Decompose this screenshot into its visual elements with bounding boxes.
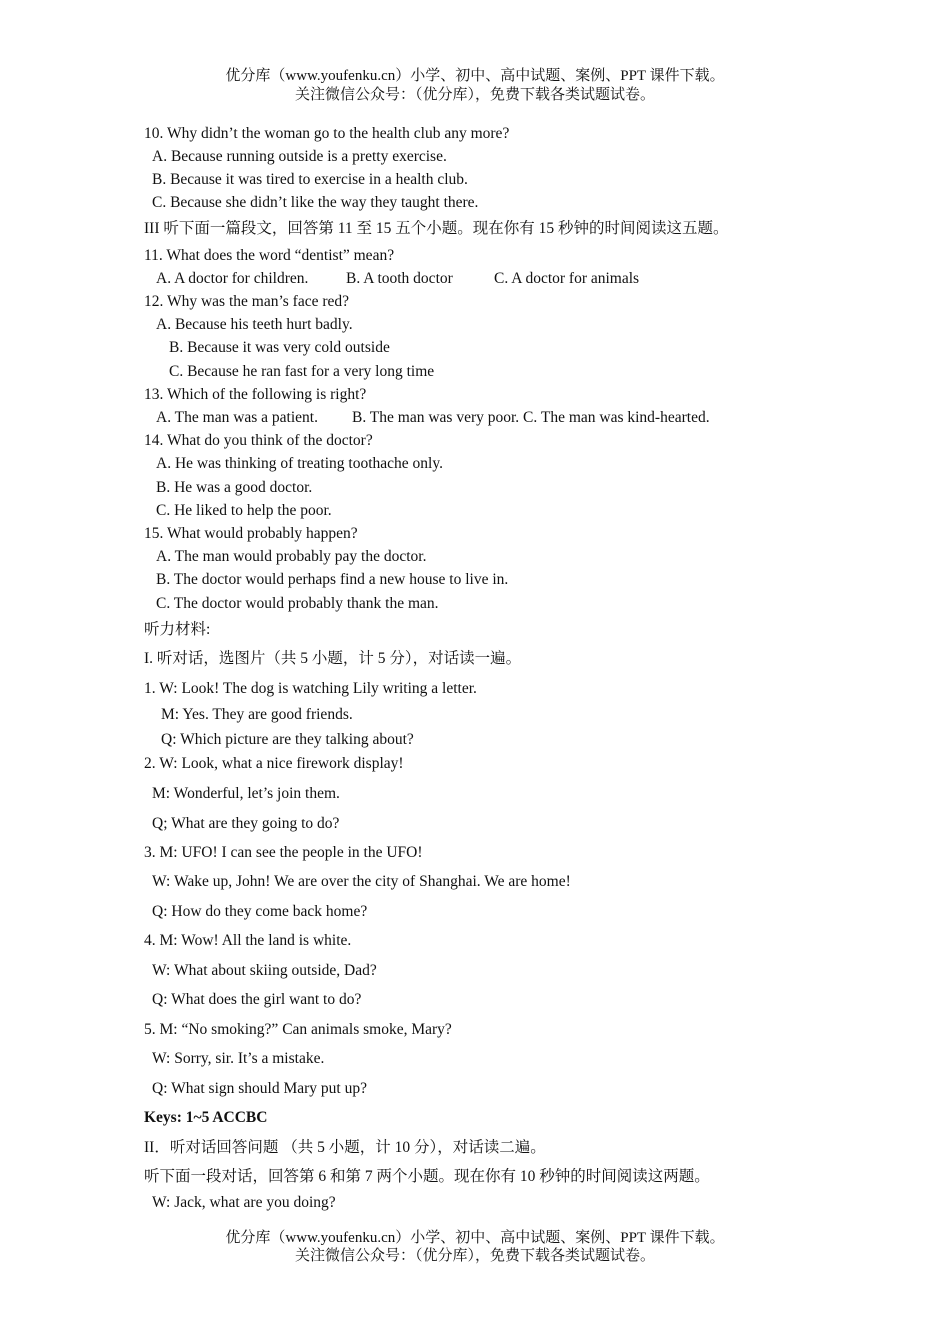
q13-option-b-c: B. The man was very poor. C. The man was kind-hearted. xyxy=(352,409,710,426)
section-2-sub-instructions: 听下面一段对话，回答第 6 和第 7 两个小题。现在你有 10 秒钟的时间阅读这两题。 xyxy=(144,1168,710,1185)
q11-option-b: B. A tooth doctor xyxy=(346,270,453,287)
dialogue-4-line-1: 4. M: Wow! All the land is white. xyxy=(144,932,352,949)
section-3-instructions: III 听下面一篇段文，回答第 11 至 15 五个小题。现在你有 15 秒钟的时间阅读这五题。 xyxy=(144,220,729,237)
dialogue-5-line-2: W: Sorry, sir. It’s a mistake. xyxy=(152,1050,325,1067)
dialogue-4-question: Q: What does the girl want to do? xyxy=(152,991,362,1008)
q10-option-c: C. Because she didn’t like the way they taught there. xyxy=(152,194,479,211)
dialogue-3-line-1: 3. M: UFO! I can see the people in the UFO! xyxy=(144,844,423,861)
footer-line-1: 优分库（www.youfenku.cn）小学、初中、高中试题、案例、PPT 课件下载。 xyxy=(225,1230,725,1246)
listening-material-heading: 听力材料: xyxy=(144,621,211,638)
dialogue-5-line-1: 5. M: “No smoking?” Can animals smoke, Mary? xyxy=(144,1021,452,1038)
dialogue-4-line-2: W: What about skiing outside, Dad? xyxy=(152,962,377,979)
dialogue-5-question: Q: What sign should Mary put up? xyxy=(152,1080,367,1097)
dialogue-1-line-1: 1. W: Look! The dog is watching Lily writing a letter. xyxy=(144,680,477,697)
q10-option-a: A. Because running outside is a pretty exercise. xyxy=(152,148,447,165)
q12-option-a: A. Because his teeth hurt badly. xyxy=(156,316,353,333)
answer-keys: Keys: 1~5 ACCBC xyxy=(144,1109,268,1126)
q12-option-c: C. Because he ran fast for a very long time xyxy=(169,363,435,380)
dialogue-1-question: Q: Which picture are they talking about? xyxy=(161,731,414,748)
q15-option-a: A. The man would probably pay the doctor. xyxy=(156,548,427,565)
q14-option-c: C. He liked to help the poor. xyxy=(156,502,332,519)
q13-option-a: A. The man was a patient. xyxy=(156,409,318,426)
question-15: 15. What would probably happen? xyxy=(144,525,358,542)
footer-line-2: 关注微信公众号：（优分库），免费下载各类试题试卷。 xyxy=(294,1248,655,1264)
dialogue-2-question: Q; What are they going to do? xyxy=(152,815,340,832)
dialogue-6-line-1: W: Jack, what are you doing? xyxy=(152,1194,336,1211)
dialogue-2-line-1: 2. W: Look, what a nice firework display! xyxy=(144,755,404,772)
header-line-1: 优分库（www.youfenku.cn）小学、初中、高中试题、案例、PPT 课件下载。 xyxy=(225,68,725,84)
q14-option-a: A. He was thinking of treating toothache only. xyxy=(156,455,443,472)
dialogue-3-line-2: W: Wake up, John! We are over the city of Shanghai. We are home! xyxy=(152,873,571,890)
q11-option-c: C. A doctor for animals xyxy=(494,270,640,287)
dialogue-2-line-2: M: Wonderful, let’s join them. xyxy=(152,785,340,802)
question-12: 12. Why was the man’s face red? xyxy=(144,293,350,310)
q15-option-c: C. The doctor would probably thank the man. xyxy=(156,595,439,612)
section-1-instructions: I. 听对话，选图片（共 5 小题，计 5 分），对话读一遍。 xyxy=(144,650,522,667)
q11-option-a: A. A doctor for children. xyxy=(156,270,309,287)
q12-option-b: B. Because it was very cold outside xyxy=(169,339,390,356)
question-13: 13. Which of the following is right? xyxy=(144,386,367,403)
question-14: 14. What do you think of the doctor? xyxy=(144,432,373,449)
q15-option-b: B. The doctor would perhaps find a new house to live in. xyxy=(156,571,509,588)
header-line-2: 关注微信公众号：（优分库），免费下载各类试题试卷。 xyxy=(294,87,655,103)
q10-option-b: B. Because it was tired to exercise in a health club. xyxy=(152,171,468,188)
q14-option-b: B. He was a good doctor. xyxy=(156,479,313,496)
question-10: 10. Why didn’t the woman go to the health club any more? xyxy=(144,125,510,142)
dialogue-1-line-2: M: Yes. They are good friends. xyxy=(161,706,353,723)
section-2-instructions: II．听对话回答问题 （共 5 小题，计 10 分），对话读二遍。 xyxy=(144,1139,546,1156)
dialogue-3-question: Q: How do they come back home? xyxy=(152,903,368,920)
question-11: 11. What does the word “dentist” mean? xyxy=(144,247,395,264)
